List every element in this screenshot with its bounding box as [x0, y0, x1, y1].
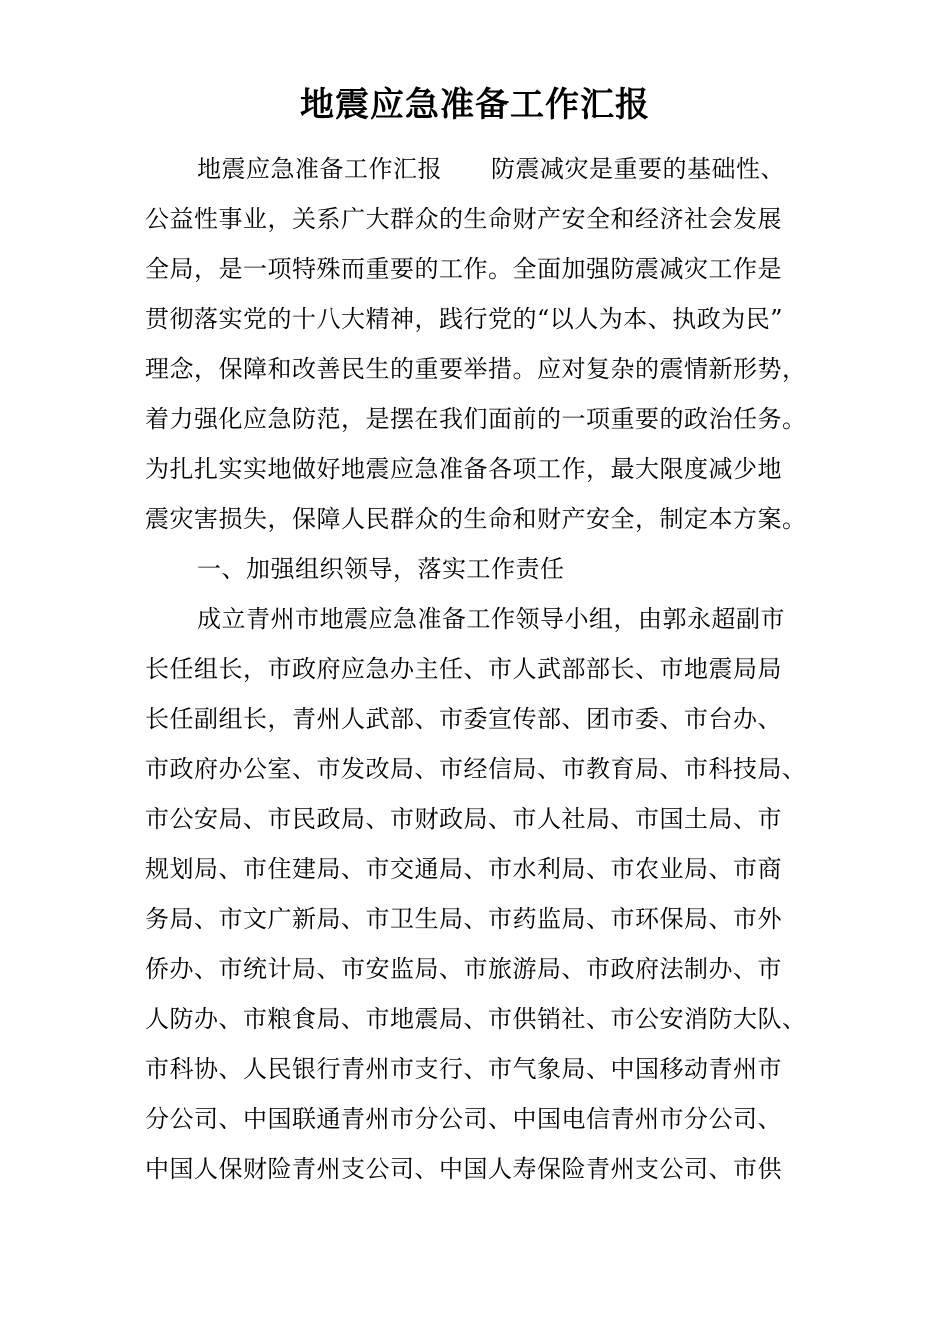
- paragraph-line: 务局、市文广新局、市卫生局、市药监局、市环保局、市外: [145, 905, 782, 933]
- paragraph-line: 中国人保财险青州支公司、中国人寿保险青州支公司、市供: [145, 1155, 782, 1183]
- paragraph-line: 侨办、市统计局、市安监局、市旅游局、市政府法制办、市: [145, 955, 782, 983]
- paragraph-line: 地震应急准备工作汇报 防震减灾是重要的基础性、: [197, 155, 785, 183]
- paragraph-line: 震灾害损失，保障人民群众的生命和财产安全，制定本方案。: [145, 505, 807, 533]
- document-title: 地震应急准备工作汇报: [300, 85, 650, 125]
- paragraph-line: 成立青州市地震应急准备工作领导小组，由郭永超副市: [197, 605, 785, 633]
- paragraph-line: 理念，保障和改善民生的重要举措。应对复杂的震情新形势，: [145, 355, 807, 383]
- paragraph-line: 全局，是一项特殊而重要的工作。全面加强防震减灾工作是: [145, 255, 782, 283]
- paragraph-line: 着力强化应急防范，是摆在我们面前的一项重要的政治任务。: [145, 405, 807, 433]
- paragraph-line: 长任组长，市政府应急办主任、市人武部部长、市地震局局: [145, 655, 782, 683]
- paragraph-line: 长任副组长，青州人武部、市委宣传部、团市委、市台办、: [145, 705, 782, 733]
- paragraph-line: 贯彻落实党的十八大精神，践行党的“以人为本、执政为民”: [145, 305, 784, 333]
- paragraph-line: 公益性事业，关系广大群众的生命财产安全和经济社会发展: [145, 205, 782, 233]
- paragraph-line: 规划局、市住建局、市交通局、市水利局、市农业局、市商: [145, 855, 782, 883]
- paragraph-line: 分公司、中国联通青州市分公司、中国电信青州市分公司、: [145, 1105, 782, 1133]
- paragraph-line: 市政府办公室、市发改局、市经信局、市教育局、市科技局、: [145, 755, 807, 783]
- paragraph-line: 市公安局、市民政局、市财政局、市人社局、市国土局、市: [145, 805, 782, 833]
- paragraph-line: 市科协、人民银行青州市支行、市气象局、中国移动青州市: [145, 1055, 782, 1083]
- section-heading: 一、加强组织领导，落实工作责任: [197, 555, 565, 583]
- document-body: [145, 144, 825, 1194]
- paragraph-line: 为扎扎实实地做好地震应急准备各项工作，最大限度减少地: [145, 455, 782, 483]
- paragraph-line: 人防办、市粮食局、市地震局、市供销社、市公安消防大队、: [145, 1005, 807, 1033]
